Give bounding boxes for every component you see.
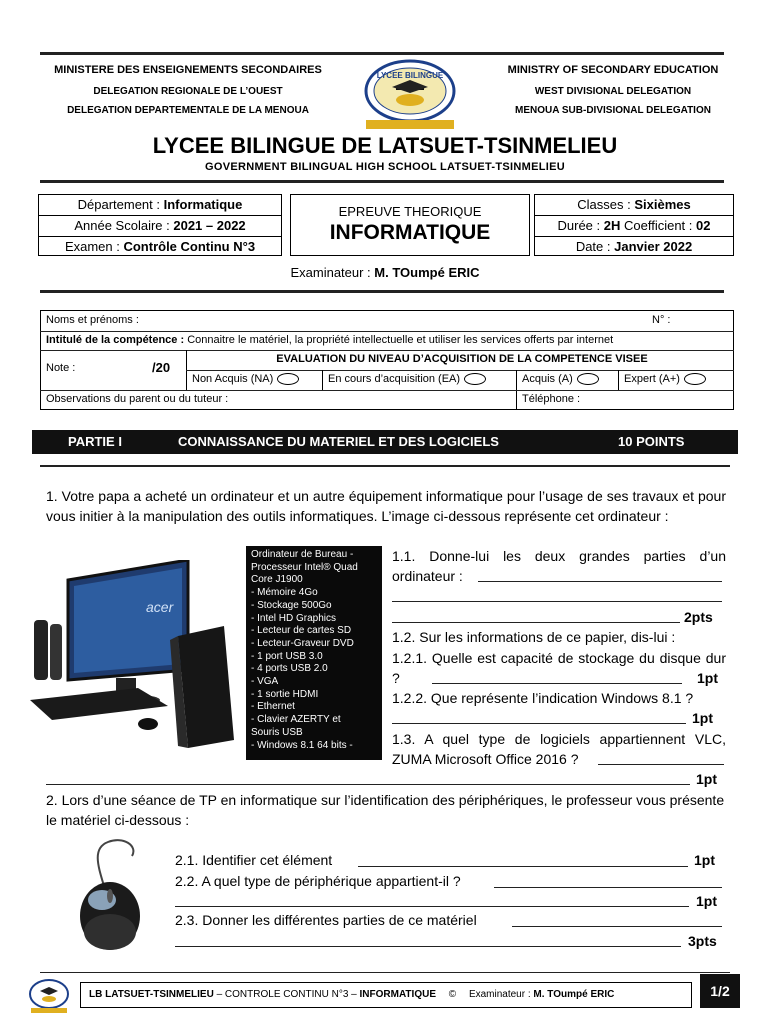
points-1pt: 1pt bbox=[696, 893, 717, 909]
level-a: Acquis (A) bbox=[522, 373, 599, 385]
footer-sep: – CONTROLE CONTINU N°3 – bbox=[213, 989, 360, 1000]
observations: Observations du parent ou du tuteur : bbox=[46, 393, 229, 405]
spec-line: Souris USB bbox=[251, 726, 303, 738]
footer-rule bbox=[40, 972, 730, 973]
points-1pt: 1pt bbox=[694, 852, 715, 868]
level-ea-circle[interactable] bbox=[464, 373, 486, 385]
partie-underline bbox=[40, 465, 730, 467]
cell-divider-1 bbox=[322, 370, 323, 390]
q1-2: 1.2. Sur les informations de ce papier, dis-lui : bbox=[392, 629, 676, 645]
dept-line: Département : Informatique bbox=[77, 197, 243, 212]
footer-box bbox=[80, 982, 692, 1008]
level-a-circle[interactable] bbox=[577, 373, 599, 385]
subject-title: INFORMATIQUE bbox=[329, 221, 491, 244]
mouse-image bbox=[28, 836, 162, 954]
examiner-line: Examinateur : M. TOumpé ERIC bbox=[290, 265, 480, 280]
spec-line: - 1 sortie HDMI bbox=[251, 688, 319, 700]
top-rule bbox=[40, 52, 724, 55]
answer-line[interactable] bbox=[432, 683, 682, 684]
exam-line: Examen : Contrôle Continu N°3 bbox=[39, 236, 281, 257]
q1-2-1: 1.2.1. Quelle est capacité de stockage du disque dur ? bbox=[392, 650, 726, 686]
footer-subject: INFORMATIQUE bbox=[359, 989, 436, 1000]
spec-line: - 4 ports USB 2.0 bbox=[251, 663, 328, 675]
class-line: Classes : Sixièmes bbox=[577, 197, 691, 212]
footer-logo bbox=[28, 978, 70, 1014]
header-left-2: DELEGATION REGIONALE DE L’OUEST bbox=[93, 86, 283, 97]
row-divider-3 bbox=[186, 370, 734, 371]
spec-line: Core J1900 bbox=[251, 574, 303, 586]
date-line: Date : Janvier 2022 bbox=[535, 236, 733, 257]
svg-text:acer: acer bbox=[146, 599, 174, 615]
class-box bbox=[534, 194, 734, 256]
points-1pt: 1pt bbox=[697, 670, 718, 686]
q2-3: 2.3. Donner les différentes parties de ce matériel bbox=[175, 912, 477, 928]
school-name-en: GOVERNMENT BILINGUAL HIGH SCHOOL LATSUET-TSINMELIEU bbox=[205, 161, 565, 173]
school-name: LYCEE BILINGUE DE LATSUET-TSINMELIEU bbox=[152, 133, 618, 158]
spec-line: - Lecteur-Graveur DVD bbox=[251, 637, 354, 649]
year-line: Année Scolaire : 2021 – 2022 bbox=[39, 215, 281, 236]
answer-line[interactable] bbox=[598, 764, 724, 765]
q1-3: 1.3. A quel type de logiciels appartiennent VLC, ZUMA Microsoft Office 2016 ? bbox=[392, 731, 726, 767]
partie-points: 10 POINTS bbox=[618, 434, 685, 449]
footer-examiner-label: Examinateur : bbox=[468, 989, 534, 1000]
spec-line: - Ethernet bbox=[251, 701, 295, 713]
answer-line[interactable] bbox=[175, 906, 689, 907]
row-divider-1 bbox=[40, 331, 734, 332]
note-total: /20 bbox=[152, 360, 171, 375]
header-left-1: MINISTERE DES ENSEIGNEMENTS SECONDAIRES bbox=[54, 64, 322, 76]
subject-box bbox=[290, 194, 530, 256]
answer-line[interactable] bbox=[512, 926, 722, 927]
student-names: Noms et prénoms : bbox=[46, 314, 139, 326]
spec-line: - Clavier AZERTY et bbox=[251, 714, 341, 726]
partie-title: CONNAISSANCE DU MATERIEL ET DES LOGICIELS bbox=[178, 434, 499, 449]
points-3pts: 3pts bbox=[688, 933, 717, 949]
answer-line[interactable] bbox=[175, 946, 681, 947]
footer-examiner: M. TOumpé ERIC bbox=[533, 989, 615, 1000]
spec-line: Processeur Intel® Quad bbox=[251, 561, 358, 573]
spec-line: - Mémoire 4Go bbox=[251, 587, 318, 599]
q2-intro: 2. Lors d’une séance de TP en informatique sur l’identification des périphériques, le professeur vous présente le matériel ci-dessous : bbox=[46, 792, 725, 828]
svg-text:LYCEE BILINGUE: LYCEE BILINGUE bbox=[376, 71, 444, 80]
q1-intro: 1. Votre papa a acheté un ordinateur et un autre équipement informatique pour l’usage de ses travaux et pour vous initier à la manipulation des outils informatiques. L’image ci-dessous représente cet ordinateur : bbox=[46, 488, 726, 524]
points-1pt: 1pt bbox=[696, 771, 717, 787]
points-1pt: 1pt bbox=[692, 710, 713, 726]
header-rule bbox=[40, 180, 724, 183]
cell-divider-3 bbox=[618, 370, 619, 390]
epreuve-label: EPREUVE THEORIQUE bbox=[338, 204, 482, 219]
points-2pts: 2pts bbox=[684, 609, 713, 625]
level-na: Non Acquis (NA) bbox=[192, 373, 299, 385]
answer-line[interactable] bbox=[358, 866, 688, 867]
header-right-1: MINISTRY OF SECONDARY EDUCATION bbox=[507, 64, 719, 76]
header-left-3: DELEGATION DEPARTEMENTALE DE LA MENOUA bbox=[67, 105, 309, 116]
answer-line[interactable] bbox=[392, 601, 722, 602]
q2-1: 2.1. Identifier cet élément bbox=[175, 852, 333, 868]
footer-copy: © bbox=[448, 989, 457, 1000]
spec-line: - Lecteur de cartes SD bbox=[251, 625, 352, 637]
examiner-rule bbox=[40, 290, 724, 293]
spec-card bbox=[246, 546, 382, 760]
partie-bar bbox=[32, 430, 738, 454]
partie-label: PARTIE I bbox=[68, 434, 122, 449]
spec-line: - 1 port USB 3.0 bbox=[251, 650, 323, 662]
answer-line[interactable] bbox=[478, 581, 722, 582]
level-na-circle[interactable] bbox=[277, 373, 299, 385]
answer-line[interactable] bbox=[46, 784, 690, 785]
header-right-2: WEST DIVISIONAL DELEGATION bbox=[534, 86, 692, 97]
phone: Téléphone : bbox=[522, 393, 581, 405]
answer-line[interactable] bbox=[392, 723, 686, 724]
level-expert-circle[interactable] bbox=[684, 373, 706, 385]
answer-line[interactable] bbox=[494, 887, 722, 888]
spec-line: Ordinateur de Bureau - bbox=[251, 549, 354, 560]
eval-title: EVALUATION DU NIVEAU D’ACQUISITION DE LA COMPETENCE VISEE bbox=[276, 353, 648, 365]
page-number: 1/2 bbox=[700, 974, 740, 1008]
student-number: N° : bbox=[652, 314, 671, 326]
competence-line: Intitulé de la compétence : Connaitre le matériel, la propriété intellectuelle et utiliser les services offerts par internet bbox=[46, 334, 614, 346]
duree-line: Durée : 2H Coefficient : 02 bbox=[535, 215, 733, 236]
spec-line: - VGA bbox=[251, 676, 279, 688]
row-divider-4 bbox=[40, 390, 734, 391]
answer-line[interactable] bbox=[392, 622, 680, 623]
computer-image bbox=[28, 560, 240, 750]
row-divider-2 bbox=[40, 350, 734, 351]
level-ea: En cours d’acquisition (EA) bbox=[328, 373, 486, 385]
header-right-3: MENOUA SUB-DIVISIONAL DELEGATION bbox=[515, 105, 711, 116]
footer-school: LB LATSUET-TSINMELIEU bbox=[89, 989, 214, 1000]
spec-line: - Stockage 500Go bbox=[251, 599, 332, 611]
dept-box bbox=[38, 194, 282, 256]
spec-line: - Windows 8.1 64 bits - bbox=[251, 739, 353, 751]
level-expert: Expert (A+) bbox=[624, 373, 706, 385]
note-label: Note : bbox=[46, 362, 76, 374]
q1-2-2: 1.2.2. Que représente l’indication Windows 8.1 ? bbox=[392, 690, 694, 706]
spec-line: - Intel HD Graphics bbox=[251, 612, 337, 624]
q1-1: 1.1. Donne-lui les deux grandes parties d’un ordinateur : bbox=[392, 548, 726, 584]
q2-2: 2.2. A quel type de périphérique appartient-il ? bbox=[175, 873, 461, 889]
school-logo bbox=[362, 58, 458, 130]
